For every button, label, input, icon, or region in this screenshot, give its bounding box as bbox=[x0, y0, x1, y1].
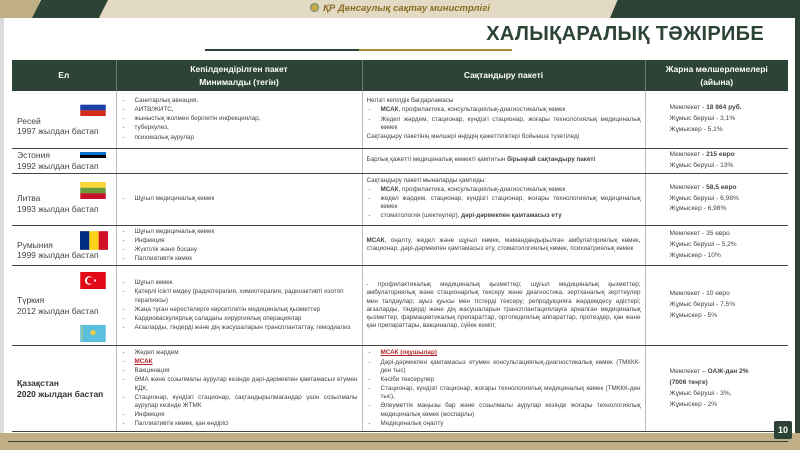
insurance-outro: Сақтандыру пакетінің мөлшері өңірдің қажеттіліктері бойынша түзетіледі bbox=[366, 133, 580, 140]
list-item: - Стационар, күндізгі стационар, жоғары технологиялық медициналық көмек (ТМККК-ден тыс), bbox=[367, 385, 641, 401]
list-item: - Медициналық оңалту bbox=[367, 420, 641, 428]
lithuania-flag-icon bbox=[80, 182, 106, 199]
country-name: Эстония bbox=[17, 149, 50, 160]
table-row-romania bbox=[12, 225, 788, 266]
list-item: - Шұғыл медициналық көмек bbox=[121, 195, 358, 203]
banner-decor-green-right bbox=[610, 0, 800, 18]
insurance-cell: - профилактикалық медициналық қызметтер; шұғыл медициналық қызметтер; амбулаториялық және стационарлық тексеру және диагностика, зертханалық зерттеулер мен талдаулар; ауыз қуысы мен тістерді тексеру; репродукцияға жәрдемдесу әдістері; ағзаларды, тіндерді және дің жасушаларын трансплантациялауға арналған медициналық қызметтер, фармацевтикалық препараттар, ортопедиялық аппараттар, протездер, қан және қан препараттары, вакциналар, сүйек кемігі; bbox=[362, 266, 645, 346]
contributions-cell bbox=[645, 346, 788, 432]
contrib-line: Жұмыс беруші - 13% bbox=[669, 161, 734, 169]
top-banner bbox=[0, 0, 800, 18]
list-item: - Санитарлық авиация, bbox=[121, 97, 358, 105]
contrib-line: Жұмыс беруші - 7,5% bbox=[669, 301, 736, 309]
col-header-insurance: Сақтандыру пакеті bbox=[362, 60, 645, 91]
list-item: - Қатерлі ісікті емдеу (радиотерапия, химиотерапия, радиоактивті изотоп терапиясы) bbox=[121, 288, 358, 304]
list-item: - Жүктілік және босану bbox=[121, 246, 358, 254]
country-name: Ресей bbox=[17, 115, 41, 126]
footer-line bbox=[8, 441, 788, 442]
contrib-line: Мемлекет - 35 евро bbox=[669, 230, 730, 238]
comparison-table bbox=[12, 60, 788, 432]
contributions-cell bbox=[645, 225, 788, 266]
contrib-line: Жұмыс беруші - 3%, bbox=[669, 389, 732, 397]
banner-decor-green-left bbox=[32, 0, 108, 18]
table-row-kazakhstan bbox=[12, 346, 788, 432]
left-edge-decor bbox=[0, 18, 4, 433]
table-header-row bbox=[12, 60, 788, 91]
romania-flag-icon bbox=[80, 231, 108, 250]
list-item: - Жедел жәрдем bbox=[121, 349, 358, 357]
insurance-cell bbox=[362, 91, 645, 148]
guaranteed-cell bbox=[116, 148, 362, 173]
contrib-line: Мемлекет - 18 864 руб. bbox=[669, 103, 742, 111]
insurance-cell bbox=[362, 173, 645, 225]
col-header-guaranteed: Кепілдендірілген пакет Минималды (тегін) bbox=[116, 60, 362, 91]
page-title: ХАЛЫҚАРАЛЫҚ ТӘЖІРИБЕ bbox=[486, 23, 764, 45]
guaranteed-cell bbox=[116, 266, 362, 346]
table-row-russia bbox=[12, 91, 788, 148]
contributions-cell bbox=[645, 91, 788, 148]
country-cell bbox=[12, 225, 116, 266]
contrib-line: Жұмыскер - 5,1% bbox=[669, 125, 723, 133]
list-item: - Дәрі-дәрмекпен қамтамасыз етумен консультациялық-диагностикалық көмек (ТМККК-ден тыс) bbox=[367, 359, 641, 375]
contributions-cell bbox=[645, 173, 788, 225]
country-since: 1993 жылдан бастап bbox=[17, 204, 99, 214]
list-item: - Паллиативтік көмек bbox=[121, 255, 358, 263]
list-item: - Ағзаларды, тіндерді және дің жасушаларын трансплантаттау, гемодиализ bbox=[121, 324, 358, 332]
contrib-line: Мемлекет – ОАЖ-дан 2% bbox=[669, 367, 749, 375]
list-item: - туберкулез, bbox=[121, 124, 358, 132]
list-item: - МСАК (оқушылар) bbox=[367, 349, 641, 357]
list-item: - МСАК, профилактика, консультациялық-диагностикалық көмек bbox=[367, 106, 641, 114]
contrib-line: Жұмыскер - 6,98% bbox=[669, 205, 727, 213]
list-item: - МСАК bbox=[121, 358, 358, 366]
country-name: Қазақстан bbox=[17, 378, 59, 389]
list-item: - жыныстық жолмен берілетін инфекциялар, bbox=[121, 115, 358, 123]
contrib-line: Жұмыскер - 5% bbox=[669, 312, 718, 320]
insurance-cell: МСАК, оңалту, жедел және шұғыл көмек, мамандандырылған амбулаториялық көмек, стационар, дәрі-дәрмекпен қамтамасыз ету, стоматологиялық көмек, психиатриялық көмек bbox=[362, 225, 645, 266]
list-item: - Стационар, күндізгі стационар, сақтандырылмағандар үшін созылмалы аурулар кезінде ЖТМК bbox=[121, 394, 358, 410]
country-cell bbox=[12, 266, 116, 346]
country-name: Литва bbox=[17, 193, 41, 204]
guaranteed-cell bbox=[116, 91, 362, 148]
guaranteed-cell bbox=[116, 346, 362, 432]
contrib-line: Жұмыс беруші - 6,98% bbox=[669, 194, 739, 202]
guaranteed-cell bbox=[116, 225, 362, 266]
list-item: - психикалық аурулар bbox=[121, 134, 358, 142]
ministry-label bbox=[200, 3, 600, 14]
country-since: 2020 жылдан бастап bbox=[17, 388, 104, 399]
list-item: - Кардиоваскулярлық саладағы хирургиялық операциялар bbox=[121, 315, 358, 323]
title-underline-gold bbox=[359, 49, 512, 51]
country-since: 1997 жылдан бастап bbox=[17, 126, 99, 137]
contributions-cell bbox=[645, 266, 788, 346]
insurance-intro: Негізгі кепілдік бағдарламасы bbox=[366, 97, 454, 105]
col-header-contributions: Жарна мөлшерлемелері (айына) bbox=[645, 60, 788, 91]
turkey-flag-icon bbox=[80, 272, 106, 289]
list-item: - Жедел жәрдем, стационар, күндізгі стационар, жоғары технологиялық медициналық көмек bbox=[367, 116, 641, 132]
list-item: - МСАК, профилактика, консультациялық-диагностикалық көмек bbox=[367, 186, 641, 194]
list-item: - Вакцинация bbox=[121, 367, 358, 375]
list-item: - Шұғыл медициналық көмек bbox=[121, 228, 358, 236]
list-item: - Инфекция bbox=[121, 411, 358, 419]
contrib-line: Жұмыскер - 2% bbox=[669, 400, 718, 408]
page-number: 10 bbox=[774, 421, 792, 439]
contributions-cell bbox=[645, 148, 788, 173]
country-cell bbox=[12, 173, 116, 225]
contrib-line: Жұмыс беруші – 5,2% bbox=[669, 240, 737, 248]
list-item: - Паллиативтік көмек, қан өндірісі bbox=[121, 420, 358, 428]
country-cell bbox=[12, 148, 116, 173]
col-header-country: Ел bbox=[12, 60, 116, 91]
contrib-line: Жұмыскер - 10% bbox=[669, 251, 721, 259]
country-since: 1992 жылдан бастап bbox=[17, 160, 99, 171]
contrib-line: Жұмыс беруші - 3,1% bbox=[669, 114, 736, 122]
insurance-intro: Сақтандыру пакеті мыналарды қамтиды: bbox=[366, 176, 487, 184]
list-item: - жедел жәрдем, стационар, күндізгі стационар, жоғары технологиялық медициналық көмек bbox=[367, 195, 641, 211]
list-item: - стоматология (шектеулер), дәрі-дәрмекпен қамтамасыз ету bbox=[367, 212, 641, 220]
list-item: - Кәсіби тексерулер bbox=[367, 376, 641, 384]
list-item: - ӘМА және созылмалы аурулар кезінде дәрі-дәрмекпен қамтамасыз етумен КДК, bbox=[121, 376, 358, 392]
emblem-icon bbox=[310, 3, 319, 12]
guaranteed-cell bbox=[116, 173, 362, 225]
country-since: 1999 жылдан бастап bbox=[17, 250, 99, 261]
insurance-cell: Барлық қажетті медициналық көмекті қамтитын бірыңғай сақтандыру пакеті bbox=[362, 148, 645, 173]
country-since: 2012 жылдан бастап bbox=[17, 305, 99, 316]
contrib-line: Мемлекет - 58,5 евро bbox=[669, 183, 737, 191]
insurance-cell bbox=[362, 346, 645, 432]
contrib-line: Мемлекет - 10 евро bbox=[669, 290, 730, 298]
table-row-turkey bbox=[12, 266, 788, 346]
country-cell bbox=[12, 346, 116, 432]
estonia-flag-icon bbox=[80, 152, 106, 161]
country-name: Түркия bbox=[17, 295, 45, 306]
title-underline bbox=[205, 49, 359, 51]
list-item: - Инфекция bbox=[121, 237, 358, 245]
right-edge-decor bbox=[795, 18, 800, 433]
contrib-line: Мемлекет - 215 евро bbox=[669, 150, 735, 158]
country-cell bbox=[12, 91, 116, 148]
list-item: - АИТВ/ЖИТС, bbox=[121, 106, 358, 114]
list-item: - Шұғыл көмек bbox=[121, 279, 358, 287]
kazakhstan-flag-icon bbox=[80, 325, 106, 342]
ministry-name: ҚР Денсаулық сақтау министрлігі bbox=[323, 3, 490, 14]
russia-flag-icon bbox=[80, 99, 106, 116]
contrib-line: (7006 теңге) bbox=[669, 378, 708, 386]
table-row-lithuania bbox=[12, 173, 788, 225]
list-item: - Әлеуметтік маңызы бар және созылмалы аурулар кезінде жоғары технологиялық медициналық көмек (жоспарлы) bbox=[367, 402, 641, 418]
list-item: - Жаңа туған нәрестелерге көрсетілетін медициналық қызметтер bbox=[121, 306, 358, 314]
table-row-estonia bbox=[12, 148, 788, 173]
country-name: Румыния bbox=[17, 239, 53, 250]
